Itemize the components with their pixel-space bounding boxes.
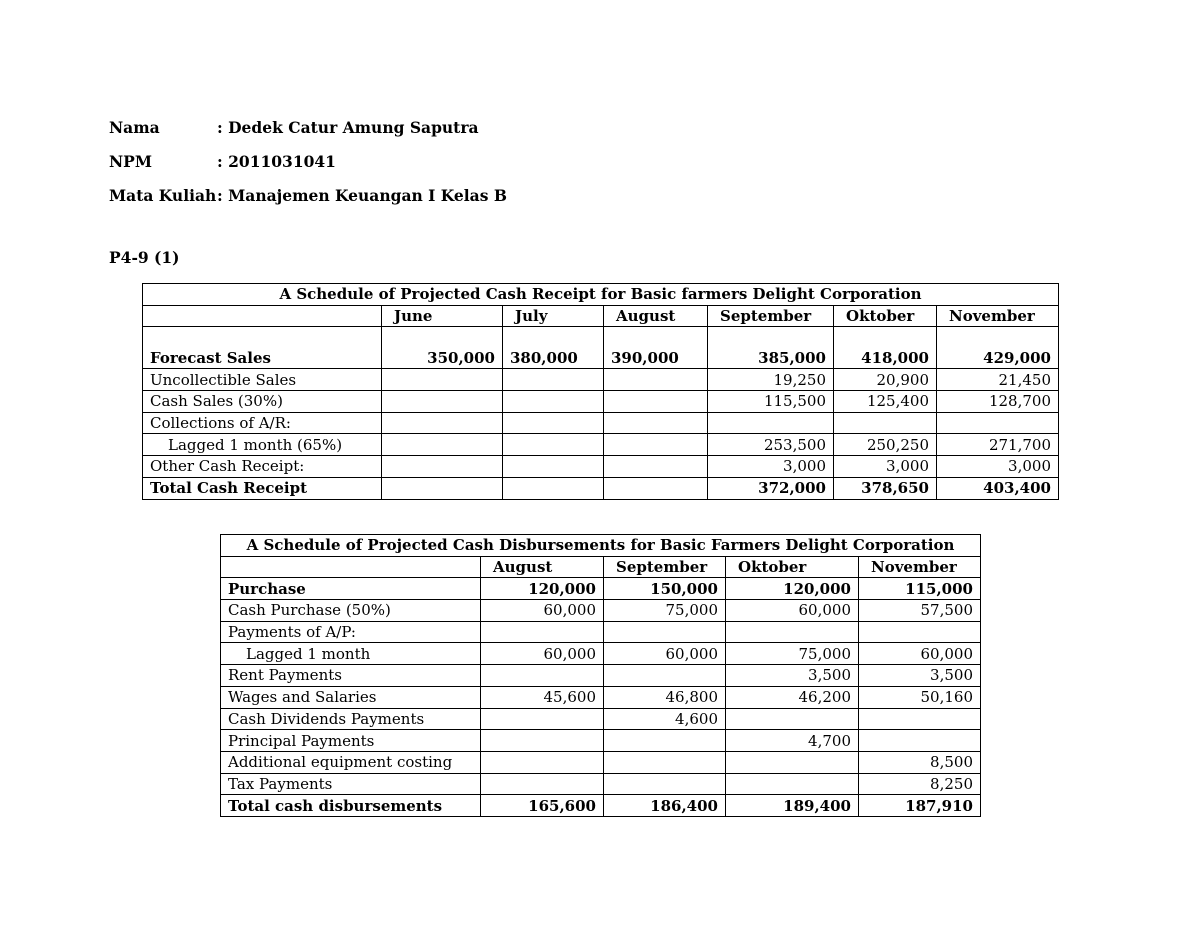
- cell: [604, 477, 708, 499]
- table-row: [143, 327, 1059, 369]
- row-label: Cash Sales (30%): [143, 391, 382, 413]
- cell: [604, 730, 726, 752]
- name-label: Nama: [109, 117, 160, 137]
- cell: 4,700: [726, 730, 859, 752]
- month-header: September: [708, 305, 834, 327]
- cell: [604, 751, 726, 773]
- cell: 128,700: [937, 391, 1059, 413]
- cell: [604, 391, 708, 413]
- course-value: : Manajemen Keuangan I Kelas B: [217, 185, 507, 205]
- cell: 19,250: [708, 369, 834, 391]
- cell: 75,000: [604, 600, 726, 622]
- cell: 120,000: [481, 578, 604, 600]
- cell: 4,600: [604, 708, 726, 730]
- cell: [481, 665, 604, 687]
- cell: 60,000: [604, 643, 726, 665]
- cell: 57,500: [859, 600, 981, 622]
- cell: [604, 434, 708, 456]
- row-label: Total Cash Receipt: [143, 477, 382, 499]
- header-cell: [221, 556, 481, 578]
- cell: 403,400: [937, 477, 1059, 499]
- cell: [859, 621, 981, 643]
- cell: 3,500: [859, 665, 981, 687]
- cell: 385,000: [708, 327, 834, 369]
- cell: [726, 708, 859, 730]
- row-label: Tax Payments: [221, 773, 481, 795]
- month-header: August: [481, 556, 604, 578]
- cell: 390,000: [604, 327, 708, 369]
- name-value: : Dedek Catur Amung Saputra: [217, 117, 479, 137]
- month-header: Oktober: [726, 556, 859, 578]
- table-row: [143, 456, 1059, 478]
- table-row: [221, 686, 981, 708]
- table-row: [143, 369, 1059, 391]
- cell: 165,600: [481, 795, 604, 817]
- cell: 187,910: [859, 795, 981, 817]
- row-label: Cash Purchase (50%): [221, 600, 481, 622]
- cell: [859, 708, 981, 730]
- cell: 8,250: [859, 773, 981, 795]
- row-label: Total cash disbursements: [221, 795, 481, 817]
- student-info: [109, 110, 507, 212]
- row-label: Forecast Sales: [143, 327, 382, 369]
- table-row: [221, 643, 981, 665]
- disbursements-header-row: [221, 556, 981, 578]
- cell: [503, 391, 604, 413]
- table-row: [221, 578, 981, 600]
- row-label: Principal Payments: [221, 730, 481, 752]
- row-label: Lagged 1 month (65%): [143, 434, 382, 456]
- cell: [726, 621, 859, 643]
- cell: 3,000: [834, 456, 937, 478]
- month-header: June: [382, 305, 503, 327]
- cell: 60,000: [726, 600, 859, 622]
- month-header: Oktober: [834, 305, 937, 327]
- cell: 3,000: [708, 456, 834, 478]
- row-label: Rent Payments: [221, 665, 481, 687]
- cell: 271,700: [937, 434, 1059, 456]
- cell: 75,000: [726, 643, 859, 665]
- cell: [481, 730, 604, 752]
- cell: [503, 412, 604, 434]
- cell: [834, 412, 937, 434]
- cell: [859, 730, 981, 752]
- table-row: [221, 600, 981, 622]
- cell: [481, 708, 604, 730]
- month-header: November: [859, 556, 981, 578]
- row-label: Payments of A/P:: [221, 621, 481, 643]
- cell: [726, 751, 859, 773]
- row-label: Wages and Salaries: [221, 686, 481, 708]
- cell: [481, 773, 604, 795]
- course-label: Mata Kuliah: [109, 185, 217, 205]
- cell: [937, 412, 1059, 434]
- name-row: [109, 110, 507, 144]
- table-row: [143, 412, 1059, 434]
- disbursements-title: A Schedule of Projected Cash Disbursements for Basic Farmers Delight Corporation: [221, 535, 981, 557]
- cell: 120,000: [726, 578, 859, 600]
- cell: 418,000: [834, 327, 937, 369]
- table-row: [221, 751, 981, 773]
- cell: [382, 412, 503, 434]
- row-label: Other Cash Receipt:: [143, 456, 382, 478]
- cell: 125,400: [834, 391, 937, 413]
- cell: [503, 456, 604, 478]
- cell: 350,000: [382, 327, 503, 369]
- table-row: [221, 708, 981, 730]
- cell: 253,500: [708, 434, 834, 456]
- cell: 46,800: [604, 686, 726, 708]
- cell: [382, 434, 503, 456]
- section-title: P4-9 (1): [109, 248, 180, 267]
- month-header: July: [503, 305, 604, 327]
- cell: [382, 456, 503, 478]
- row-label: Uncollectible Sales: [143, 369, 382, 391]
- row-label: Purchase: [221, 578, 481, 600]
- cell: [604, 412, 708, 434]
- cell: [503, 434, 604, 456]
- cell: 380,000: [503, 327, 604, 369]
- cell: 378,650: [834, 477, 937, 499]
- cell: 50,160: [859, 686, 981, 708]
- cell: [604, 456, 708, 478]
- table-row: [143, 434, 1059, 456]
- table-row: [143, 391, 1059, 413]
- cell: 115,500: [708, 391, 834, 413]
- row-label: Lagged 1 month: [221, 643, 481, 665]
- cell: 372,000: [708, 477, 834, 499]
- cell: 3,500: [726, 665, 859, 687]
- month-header: September: [604, 556, 726, 578]
- cell: 150,000: [604, 578, 726, 600]
- table-row: [221, 621, 981, 643]
- cell: 21,450: [937, 369, 1059, 391]
- receipts-header-row: [143, 305, 1059, 327]
- cell: [503, 369, 604, 391]
- month-header: August: [604, 305, 708, 327]
- cell: [604, 665, 726, 687]
- table-row: [221, 730, 981, 752]
- npm-row: [109, 144, 507, 178]
- course-row: [109, 178, 507, 212]
- cell: [481, 621, 604, 643]
- cell: 189,400: [726, 795, 859, 817]
- cell: [382, 369, 503, 391]
- cell: 115,000: [859, 578, 981, 600]
- cell: 186,400: [604, 795, 726, 817]
- receipts-title: A Schedule of Projected Cash Receipt for Basic farmers Delight Corporation: [143, 284, 1059, 306]
- cell: 46,200: [726, 686, 859, 708]
- total-row: [143, 477, 1059, 499]
- cash-disbursements-table: [220, 534, 981, 817]
- table-row: [221, 773, 981, 795]
- cell: 60,000: [481, 600, 604, 622]
- cell: [604, 773, 726, 795]
- header-cell: [143, 305, 382, 327]
- cell: [604, 621, 726, 643]
- cell: [708, 412, 834, 434]
- table-row: [221, 665, 981, 687]
- cell: 250,250: [834, 434, 937, 456]
- cell: 45,600: [481, 686, 604, 708]
- cell: [604, 369, 708, 391]
- cash-receipts-table: [142, 283, 1059, 500]
- row-label: Collections of A/R:: [143, 412, 382, 434]
- row-label: Additional equipment costing: [221, 751, 481, 773]
- cell: 60,000: [481, 643, 604, 665]
- cell: 8,500: [859, 751, 981, 773]
- cell: [726, 773, 859, 795]
- npm-label: NPM: [109, 151, 152, 171]
- cell: [503, 477, 604, 499]
- cell: [382, 391, 503, 413]
- row-label: Cash Dividends Payments: [221, 708, 481, 730]
- npm-value: : 2011031041: [217, 151, 336, 171]
- month-header: November: [937, 305, 1059, 327]
- cell: [382, 477, 503, 499]
- cell: 20,900: [834, 369, 937, 391]
- cell: 60,000: [859, 643, 981, 665]
- total-row: [221, 795, 981, 817]
- cell: [481, 751, 604, 773]
- cell: 3,000: [937, 456, 1059, 478]
- cell: 429,000: [937, 327, 1059, 369]
